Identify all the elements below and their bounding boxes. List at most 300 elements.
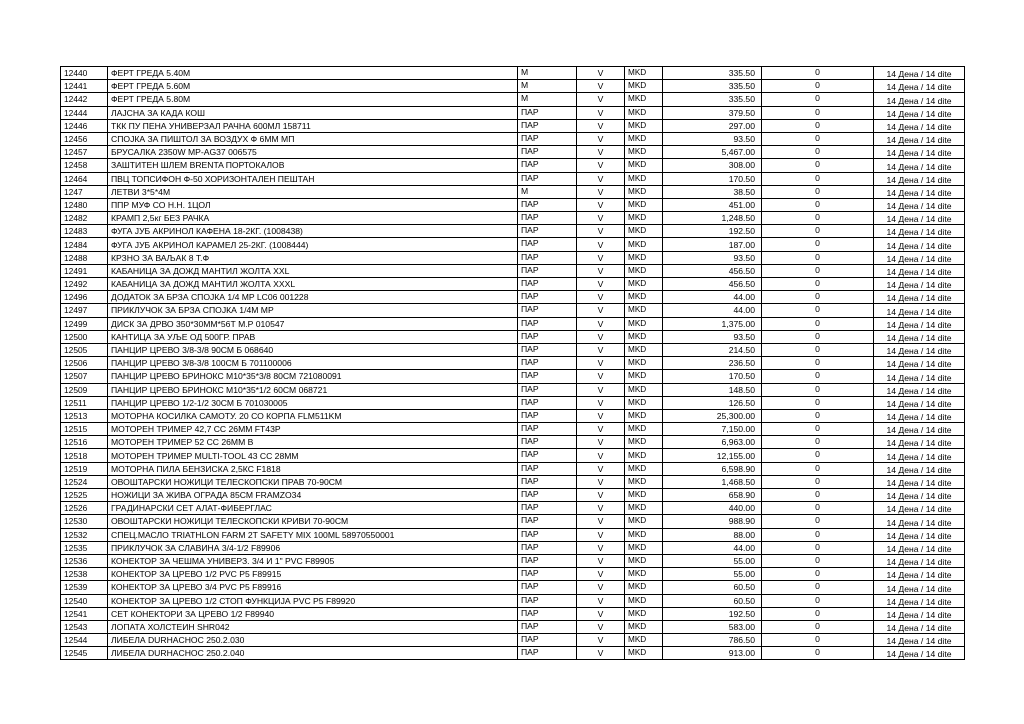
item-name-cell: ПРИКЛУЧОК ЗА СЛАВИНА 3/4-1/2 F89906: [108, 541, 518, 554]
currency-cell: MKD: [625, 238, 663, 251]
currency-cell: MKD: [625, 278, 663, 291]
currency-cell: MKD: [625, 357, 663, 370]
currency-cell: MKD: [625, 607, 663, 620]
payment-term-cell: 14 Дена / 14 dite: [874, 634, 965, 647]
vat-flag-cell: V: [577, 343, 625, 356]
quantity-cell: 0: [762, 502, 874, 515]
quantity-cell: 0: [762, 581, 874, 594]
quantity-cell: 0: [762, 132, 874, 145]
unit-price-cell: 55.00: [663, 554, 762, 567]
table-row: [61, 291, 965, 304]
vat-flag-cell: V: [577, 304, 625, 317]
item-name-cell: ППР МУФ СО Н.Н. 1ЦОЛ: [108, 198, 518, 211]
currency-cell: MKD: [625, 291, 663, 304]
item-code-cell: 12532: [61, 528, 108, 541]
unit-price-cell: 456.50: [663, 278, 762, 291]
vat-flag-cell: V: [577, 132, 625, 145]
currency-cell: MKD: [625, 634, 663, 647]
item-code-cell: 12545: [61, 647, 108, 660]
unit-of-measure-cell: ПАР: [518, 146, 577, 159]
payment-term-cell: 14 Дена / 14 dite: [874, 594, 965, 607]
payment-term-cell: 14 Дена / 14 dite: [874, 317, 965, 330]
unit-of-measure-cell: ПАР: [518, 489, 577, 502]
payment-term-cell: 14 Дена / 14 dite: [874, 251, 965, 264]
price-list-rows: [61, 67, 965, 660]
currency-cell: MKD: [625, 146, 663, 159]
vat-flag-cell: V: [577, 198, 625, 211]
unit-price-cell: 1,375.00: [663, 317, 762, 330]
item-name-cell: КОНЕКТОР ЗА ЦРЕВО 1/2 PVC P5 F89915: [108, 568, 518, 581]
table-row: [61, 449, 965, 462]
currency-cell: MKD: [625, 80, 663, 93]
currency-cell: MKD: [625, 475, 663, 488]
item-name-cell: ПАНЦИР ЦРЕВО БРИНОКС М10*35*1/2 60СМ 068721: [108, 383, 518, 396]
payment-term-cell: 14 Дена / 14 dite: [874, 304, 965, 317]
payment-term-cell: 14 Дена / 14 dite: [874, 396, 965, 409]
payment-term-cell: 14 Дена / 14 dite: [874, 80, 965, 93]
unit-of-measure-cell: М: [518, 67, 577, 80]
unit-price-cell: 170.50: [663, 370, 762, 383]
item-code-cell: 12539: [61, 581, 108, 594]
payment-term-cell: 14 Дена / 14 dite: [874, 357, 965, 370]
item-code-cell: 12544: [61, 634, 108, 647]
payment-term-cell: 14 Дена / 14 dite: [874, 370, 965, 383]
payment-term-cell: 14 Дена / 14 dite: [874, 106, 965, 119]
currency-cell: MKD: [625, 132, 663, 145]
currency-cell: MKD: [625, 106, 663, 119]
vat-flag-cell: V: [577, 594, 625, 607]
item-code-cell: 12509: [61, 383, 108, 396]
payment-term-cell: 14 Дена / 14 dite: [874, 264, 965, 277]
quantity-cell: 0: [762, 489, 874, 502]
item-name-cell: ПАНЦИР ЦРЕВО БРИНОКС М10*35*3/8 80СМ 721080091: [108, 370, 518, 383]
quantity-cell: 0: [762, 146, 874, 159]
currency-cell: MKD: [625, 647, 663, 660]
table-row: [61, 594, 965, 607]
quantity-cell: 0: [762, 436, 874, 449]
quantity-cell: 0: [762, 475, 874, 488]
vat-flag-cell: V: [577, 607, 625, 620]
table-row: [61, 185, 965, 198]
currency-cell: MKD: [625, 541, 663, 554]
currency-cell: MKD: [625, 93, 663, 106]
item-name-cell: ЛАЈСНА ЗА КАДА КОШ: [108, 106, 518, 119]
table-row: [61, 132, 965, 145]
table-row: [61, 568, 965, 581]
currency-cell: MKD: [625, 489, 663, 502]
unit-of-measure-cell: ПАР: [518, 647, 577, 660]
vat-flag-cell: V: [577, 462, 625, 475]
vat-flag-cell: V: [577, 370, 625, 383]
unit-of-measure-cell: ПАР: [518, 502, 577, 515]
item-code-cell: 12488: [61, 251, 108, 264]
unit-price-cell: 93.50: [663, 330, 762, 343]
unit-price-cell: 1,468.50: [663, 475, 762, 488]
item-code-cell: 12507: [61, 370, 108, 383]
quantity-cell: 0: [762, 172, 874, 185]
table-row: [61, 330, 965, 343]
vat-flag-cell: V: [577, 528, 625, 541]
payment-term-cell: 14 Дена / 14 dite: [874, 278, 965, 291]
quantity-cell: 0: [762, 93, 874, 106]
table-row: [61, 554, 965, 567]
vat-flag-cell: V: [577, 238, 625, 251]
table-row: [61, 515, 965, 528]
vat-flag-cell: V: [577, 317, 625, 330]
currency-cell: MKD: [625, 264, 663, 277]
vat-flag-cell: V: [577, 251, 625, 264]
payment-term-cell: 14 Дена / 14 dite: [874, 620, 965, 633]
quantity-cell: 0: [762, 370, 874, 383]
item-name-cell: КОНЕКТОР ЗА ЧЕШМА УНИВЕРЗ. 3/4 И 1" PVC F89905: [108, 554, 518, 567]
currency-cell: MKD: [625, 172, 663, 185]
unit-price-cell: 12,155.00: [663, 449, 762, 462]
table-row: [61, 304, 965, 317]
currency-cell: MKD: [625, 449, 663, 462]
unit-price-cell: 55.00: [663, 568, 762, 581]
item-code-cell: 12511: [61, 396, 108, 409]
table-row: [61, 541, 965, 554]
unit-price-cell: 456.50: [663, 264, 762, 277]
item-code-cell: 12530: [61, 515, 108, 528]
unit-price-cell: 44.00: [663, 304, 762, 317]
item-code-cell: 12483: [61, 225, 108, 238]
quantity-cell: 0: [762, 462, 874, 475]
vat-flag-cell: V: [577, 185, 625, 198]
item-code-cell: 12538: [61, 568, 108, 581]
currency-cell: MKD: [625, 159, 663, 172]
payment-term-cell: 14 Дена / 14 dite: [874, 330, 965, 343]
unit-of-measure-cell: ПАР: [518, 330, 577, 343]
quantity-cell: 0: [762, 620, 874, 633]
item-code-cell: 12516: [61, 436, 108, 449]
item-name-cell: ЛЕТВИ 3*5*4М: [108, 185, 518, 198]
unit-of-measure-cell: ПАР: [518, 304, 577, 317]
unit-of-measure-cell: ПАР: [518, 581, 577, 594]
table-row: [61, 225, 965, 238]
quantity-cell: 0: [762, 423, 874, 436]
table-row: [61, 607, 965, 620]
payment-term-cell: 14 Дена / 14 dite: [874, 225, 965, 238]
quantity-cell: 0: [762, 409, 874, 422]
payment-term-cell: 14 Дена / 14 dite: [874, 409, 965, 422]
currency-cell: MKD: [625, 343, 663, 356]
unit-of-measure-cell: ПАР: [518, 383, 577, 396]
payment-term-cell: 14 Дена / 14 dite: [874, 423, 965, 436]
unit-of-measure-cell: ПАР: [518, 212, 577, 225]
item-code-cell: 12540: [61, 594, 108, 607]
table-row: [61, 198, 965, 211]
vat-flag-cell: V: [577, 541, 625, 554]
item-name-cell: СПОЈКА ЗА ПИШТОЛ ЗА ВОЗДУХ Ф 6ММ МП: [108, 132, 518, 145]
table-row: [61, 370, 965, 383]
item-name-cell: ЛОПАТА ХОЛСТЕИН SHR042: [108, 620, 518, 633]
unit-price-cell: 148.50: [663, 383, 762, 396]
quantity-cell: 0: [762, 383, 874, 396]
vat-flag-cell: V: [577, 502, 625, 515]
unit-of-measure-cell: ПАР: [518, 568, 577, 581]
quantity-cell: 0: [762, 317, 874, 330]
unit-price-cell: 170.50: [663, 172, 762, 185]
quantity-cell: 0: [762, 67, 874, 80]
item-name-cell: КРЗНО ЗА ВАЉАК 8 Т.Ф: [108, 251, 518, 264]
unit-price-cell: 335.50: [663, 93, 762, 106]
item-code-cell: 12535: [61, 541, 108, 554]
quantity-cell: 0: [762, 238, 874, 251]
unit-price-cell: 44.00: [663, 291, 762, 304]
vat-flag-cell: V: [577, 620, 625, 633]
table-row: [61, 80, 965, 93]
payment-term-cell: 14 Дена / 14 dite: [874, 383, 965, 396]
unit-of-measure-cell: ПАР: [518, 634, 577, 647]
item-code-cell: 12480: [61, 198, 108, 211]
unit-price-cell: 93.50: [663, 132, 762, 145]
item-code-cell: 12464: [61, 172, 108, 185]
item-name-cell: КОНЕКТОР ЗА ЦРЕВО 1/2 СТОП ФУНКЦИЈА PVC P5 F89920: [108, 594, 518, 607]
unit-price-cell: 93.50: [663, 251, 762, 264]
payment-term-cell: 14 Дена / 14 dite: [874, 238, 965, 251]
currency-cell: MKD: [625, 212, 663, 225]
unit-of-measure-cell: ПАР: [518, 528, 577, 541]
currency-cell: MKD: [625, 370, 663, 383]
quantity-cell: 0: [762, 330, 874, 343]
payment-term-cell: 14 Дена / 14 dite: [874, 647, 965, 660]
item-code-cell: 12499: [61, 317, 108, 330]
unit-of-measure-cell: ПАР: [518, 251, 577, 264]
table-row: [61, 383, 965, 396]
unit-price-cell: 658.90: [663, 489, 762, 502]
unit-of-measure-cell: М: [518, 80, 577, 93]
unit-of-measure-cell: ПАР: [518, 462, 577, 475]
item-name-cell: НОЖИЦИ ЗА ЖИВА ОГРАДА 85СМ FRAMZO34: [108, 489, 518, 502]
item-name-cell: ДОДАТОК ЗА БРЗА СПОЈКА 1/4 MP LC06 001228: [108, 291, 518, 304]
payment-term-cell: 14 Дена / 14 dite: [874, 119, 965, 132]
item-name-cell: ФЕРТ ГРЕДА 5.40М: [108, 67, 518, 80]
item-code-cell: 12441: [61, 80, 108, 93]
item-code-cell: 12484: [61, 238, 108, 251]
quantity-cell: 0: [762, 528, 874, 541]
table-row: [61, 251, 965, 264]
item-name-cell: ОВОШТАРСКИ НОЖИЦИ ТЕЛЕСКОПСКИ КРИВИ 70-90СМ: [108, 515, 518, 528]
item-code-cell: 12496: [61, 291, 108, 304]
currency-cell: MKD: [625, 620, 663, 633]
unit-of-measure-cell: ПАР: [518, 449, 577, 462]
item-name-cell: ЛИБЕЛА DURHACHOC 250.2.030: [108, 634, 518, 647]
currency-cell: MKD: [625, 67, 663, 80]
unit-price-cell: 192.50: [663, 225, 762, 238]
item-code-cell: 12482: [61, 212, 108, 225]
payment-term-cell: 14 Дена / 14 dite: [874, 93, 965, 106]
vat-flag-cell: V: [577, 396, 625, 409]
unit-price-cell: 913.00: [663, 647, 762, 660]
table-row: [61, 212, 965, 225]
item-code-cell: 12519: [61, 462, 108, 475]
payment-term-cell: 14 Дена / 14 dite: [874, 489, 965, 502]
table-row: [61, 502, 965, 515]
item-code-cell: 12457: [61, 146, 108, 159]
item-code-cell: 12525: [61, 489, 108, 502]
item-name-cell: ЛИБЕЛА DURHACHOC 250.2.040: [108, 647, 518, 660]
unit-price-cell: 187.00: [663, 238, 762, 251]
item-name-cell: МОТОРЕН ТРИМЕР 52 СС 26ММ B: [108, 436, 518, 449]
vat-flag-cell: V: [577, 475, 625, 488]
vat-flag-cell: V: [577, 67, 625, 80]
item-name-cell: СЕТ КОНЕКТОРИ ЗА ЦРЕВО 1/2 F89940: [108, 607, 518, 620]
item-code-cell: 12446: [61, 119, 108, 132]
payment-term-cell: 14 Дена / 14 dite: [874, 528, 965, 541]
item-code-cell: 12513: [61, 409, 108, 422]
unit-of-measure-cell: ПАР: [518, 554, 577, 567]
vat-flag-cell: V: [577, 159, 625, 172]
table-row: [61, 489, 965, 502]
table-row: [61, 172, 965, 185]
vat-flag-cell: V: [577, 93, 625, 106]
payment-term-cell: 14 Дена / 14 dite: [874, 291, 965, 304]
payment-term-cell: 14 Дена / 14 dite: [874, 212, 965, 225]
unit-of-measure-cell: ПАР: [518, 515, 577, 528]
price-list-table: [60, 66, 965, 660]
vat-flag-cell: V: [577, 172, 625, 185]
quantity-cell: 0: [762, 264, 874, 277]
payment-term-cell: 14 Дена / 14 dite: [874, 436, 965, 449]
item-name-cell: КАНТИЦА ЗА УЉЕ ОД 500ГР. ПРАВ: [108, 330, 518, 343]
vat-flag-cell: V: [577, 515, 625, 528]
vat-flag-cell: V: [577, 489, 625, 502]
table-row: [61, 278, 965, 291]
unit-of-measure-cell: ПАР: [518, 225, 577, 238]
quantity-cell: 0: [762, 185, 874, 198]
currency-cell: MKD: [625, 581, 663, 594]
unit-price-cell: 214.50: [663, 343, 762, 356]
payment-term-cell: 14 Дена / 14 dite: [874, 607, 965, 620]
vat-flag-cell: V: [577, 581, 625, 594]
item-name-cell: КАБАНИЦА ЗА ДОЖД МАНТИЛ ЖОЛТА XXXL: [108, 278, 518, 291]
item-name-cell: ФЕРТ ГРЕДА 5.80М: [108, 93, 518, 106]
unit-of-measure-cell: ПАР: [518, 159, 577, 172]
unit-of-measure-cell: ПАР: [518, 198, 577, 211]
payment-term-cell: 14 Дена / 14 dite: [874, 449, 965, 462]
unit-price-cell: 60.50: [663, 581, 762, 594]
table-row: [61, 106, 965, 119]
item-name-cell: МОТОРЕН ТРИМЕР 42,7 СС 26ММ FT43P: [108, 423, 518, 436]
quantity-cell: 0: [762, 607, 874, 620]
item-code-cell: 12458: [61, 159, 108, 172]
currency-cell: MKD: [625, 119, 663, 132]
payment-term-cell: 14 Дена / 14 dite: [874, 502, 965, 515]
table-row: [61, 462, 965, 475]
item-code-cell: 12500: [61, 330, 108, 343]
unit-price-cell: 126.50: [663, 396, 762, 409]
unit-price-cell: 451.00: [663, 198, 762, 211]
unit-price-cell: 440.00: [663, 502, 762, 515]
unit-price-cell: 379.50: [663, 106, 762, 119]
unit-price-cell: 786.50: [663, 634, 762, 647]
item-name-cell: ПРИКЛУЧОК ЗА БРЗА СПОЈКА 1/4М MP: [108, 304, 518, 317]
table-row: [61, 343, 965, 356]
quantity-cell: 0: [762, 106, 874, 119]
vat-flag-cell: V: [577, 634, 625, 647]
unit-price-cell: 38.50: [663, 185, 762, 198]
unit-of-measure-cell: ПАР: [518, 436, 577, 449]
item-code-cell: 12456: [61, 132, 108, 145]
unit-price-cell: 60.50: [663, 594, 762, 607]
item-name-cell: ПАНЦИР ЦРЕВО 3/8-3/8 100СМ Б 701100006: [108, 357, 518, 370]
currency-cell: MKD: [625, 594, 663, 607]
quantity-cell: 0: [762, 541, 874, 554]
payment-term-cell: 14 Дена / 14 dite: [874, 541, 965, 554]
payment-term-cell: 14 Дена / 14 dite: [874, 475, 965, 488]
quantity-cell: 0: [762, 515, 874, 528]
currency-cell: MKD: [625, 251, 663, 264]
item-name-cell: КОНЕКТОР ЗА ЦРЕВО 3/4 PVC P5 F89916: [108, 581, 518, 594]
currency-cell: MKD: [625, 396, 663, 409]
table-row: [61, 409, 965, 422]
unit-price-cell: 44.00: [663, 541, 762, 554]
item-code-cell: 12515: [61, 423, 108, 436]
vat-flag-cell: V: [577, 146, 625, 159]
currency-cell: MKD: [625, 423, 663, 436]
vat-flag-cell: V: [577, 383, 625, 396]
table-row: [61, 357, 965, 370]
table-row: [61, 475, 965, 488]
item-name-cell: ПАНЦИР ЦРЕВО 1/2-1/2 30СМ Б 701030005: [108, 396, 518, 409]
unit-of-measure-cell: ПАР: [518, 357, 577, 370]
item-name-cell: ФЕРТ ГРЕДА 5.60М: [108, 80, 518, 93]
quantity-cell: 0: [762, 304, 874, 317]
payment-term-cell: 14 Дена / 14 dite: [874, 343, 965, 356]
vat-flag-cell: V: [577, 423, 625, 436]
unit-of-measure-cell: М: [518, 93, 577, 106]
item-code-cell: 12518: [61, 449, 108, 462]
unit-of-measure-cell: ПАР: [518, 264, 577, 277]
vat-flag-cell: V: [577, 119, 625, 132]
table-row: [61, 423, 965, 436]
item-code-cell: 12543: [61, 620, 108, 633]
quantity-cell: 0: [762, 634, 874, 647]
payment-term-cell: 14 Дена / 14 dite: [874, 198, 965, 211]
currency-cell: MKD: [625, 317, 663, 330]
payment-term-cell: 14 Дена / 14 dite: [874, 462, 965, 475]
quantity-cell: 0: [762, 396, 874, 409]
quantity-cell: 0: [762, 198, 874, 211]
vat-flag-cell: V: [577, 554, 625, 567]
quantity-cell: 0: [762, 225, 874, 238]
item-name-cell: МОТОРНА КОСИЛКА САМОТУ. 20 СО КОРПА FLM511KM: [108, 409, 518, 422]
table-row: [61, 67, 965, 80]
currency-cell: MKD: [625, 198, 663, 211]
item-name-cell: ДИСК ЗА ДРВО 350*30ММ*56Т М.Р 010547: [108, 317, 518, 330]
item-code-cell: 12491: [61, 264, 108, 277]
currency-cell: MKD: [625, 528, 663, 541]
payment-term-cell: 14 Дена / 14 dite: [874, 132, 965, 145]
item-code-cell: 12536: [61, 554, 108, 567]
item-code-cell: 12506: [61, 357, 108, 370]
unit-of-measure-cell: ПАР: [518, 620, 577, 633]
vat-flag-cell: V: [577, 291, 625, 304]
unit-of-measure-cell: ПАР: [518, 396, 577, 409]
item-name-cell: КРАМП 2,5кг БЕЗ РАЧКА: [108, 212, 518, 225]
item-code-cell: 12442: [61, 93, 108, 106]
vat-flag-cell: V: [577, 436, 625, 449]
table-row: [61, 159, 965, 172]
table-row: [61, 528, 965, 541]
currency-cell: MKD: [625, 304, 663, 317]
unit-of-measure-cell: ПАР: [518, 541, 577, 554]
quantity-cell: 0: [762, 80, 874, 93]
unit-price-cell: 583.00: [663, 620, 762, 633]
payment-term-cell: 14 Дена / 14 dite: [874, 185, 965, 198]
table-row: [61, 620, 965, 633]
